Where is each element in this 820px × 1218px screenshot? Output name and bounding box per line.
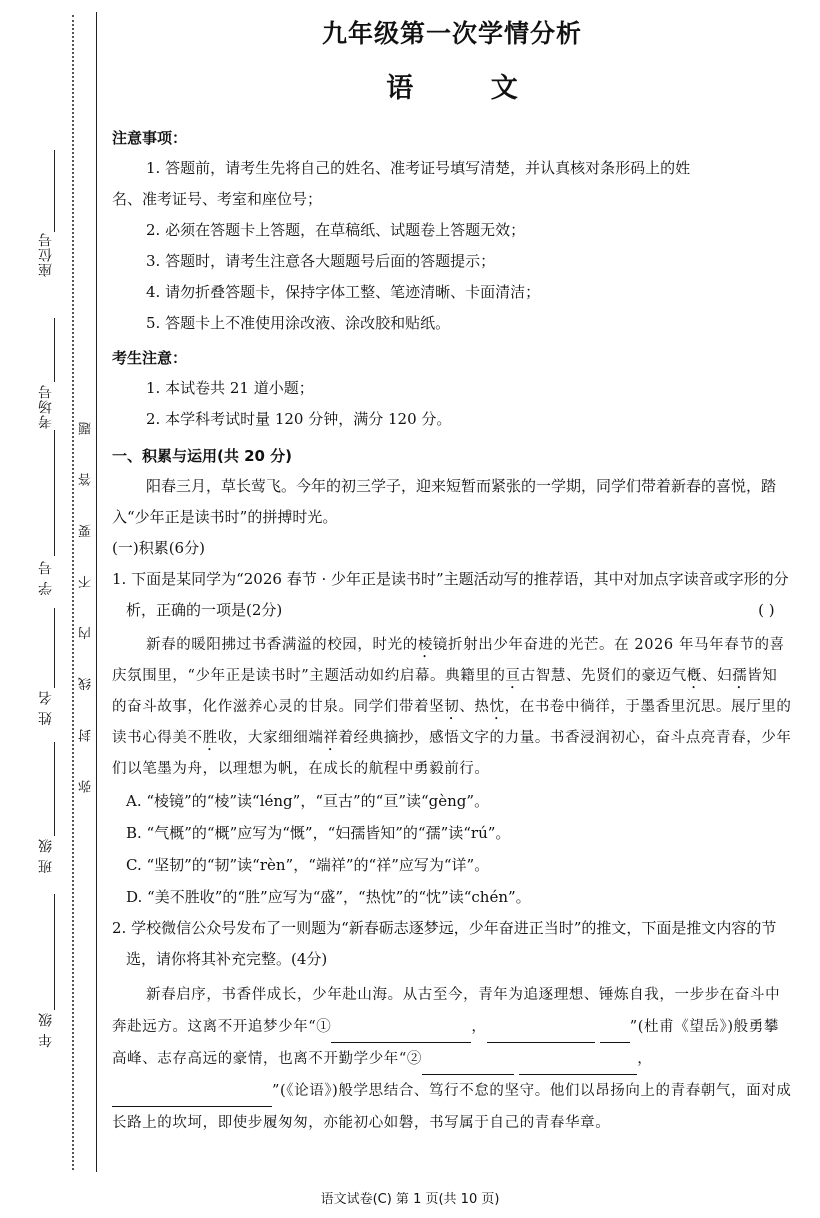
notice-item-5: 5. 答题卡上不准使用涂改液、涂改胶和贴纸。 bbox=[146, 314, 451, 332]
page-footer: 语文试卷(C) 第 1 页(共 10 页) bbox=[320, 1192, 500, 1207]
notice-item-1b: 名、准考证号、考室和座位号； bbox=[112, 190, 323, 208]
dotted-char: 亘 bbox=[505, 668, 521, 684]
dotted-char: 胜 bbox=[202, 730, 218, 746]
candidate-item-1: 1. 本试卷共 21 道小题； bbox=[146, 379, 314, 397]
fill-blank-1b-cont[interactable] bbox=[600, 1024, 630, 1043]
notice-section bbox=[112, 123, 792, 339]
notice-item-1a: 1. 答题前，请考生先将自己的姓名、准考证号填写清楚，并认真核对条形码上的姓 bbox=[146, 159, 691, 177]
exam-page-content bbox=[112, 14, 792, 1139]
dotted-char: 祥 bbox=[323, 730, 339, 746]
binding-strip bbox=[0, 0, 100, 1218]
passage-text: 新春的暖阳拂过书香满溢的校园，时光的 bbox=[146, 637, 418, 653]
student-id-field[interactable] bbox=[54, 430, 55, 556]
class-field[interactable] bbox=[54, 742, 55, 836]
dotted-char: 槪 bbox=[686, 668, 702, 684]
passage-text: 、妇 bbox=[701, 668, 733, 684]
passage-text: 着经典摘抄，感悟文字的力量。书香浸润初心，奋斗点亮青春，少年们以笔墨为舟，以理想为帆，在成长的航程中勇毅前行。 bbox=[112, 730, 792, 777]
section-1-heading: 一、积累与运用(共 20 分) bbox=[112, 447, 293, 465]
passage-text: 收，大家细细端 bbox=[217, 730, 324, 746]
option-a: A. “棱镜”的“棱”读“léng”，“亘古”的“亘”读“gèng”。 bbox=[126, 792, 490, 810]
question-2-passage bbox=[112, 979, 792, 1139]
fill-blank-2a-cont[interactable] bbox=[519, 1056, 637, 1075]
passage-text: ， bbox=[637, 1051, 653, 1067]
fill-blank-1b[interactable] bbox=[487, 1024, 595, 1043]
option-c: C. “坚韧”的“韧”读“rèn”，“端祥”的“祥”应写为“详”。 bbox=[126, 856, 490, 874]
exam-title: 九年级第一次学情分析 bbox=[321, 19, 582, 48]
question-1-passage bbox=[112, 630, 792, 785]
name-field[interactable] bbox=[54, 608, 55, 688]
student-id-label: 学 号 bbox=[38, 560, 54, 596]
option-d: D. “美不胜收”的“胜”应写为“盛”，“热忱”的“忱”读“chén”。 bbox=[126, 888, 531, 906]
passage-text: 皆知的奋斗故事，化作滋养心灵的甘泉。同学们带着坚 bbox=[112, 668, 778, 715]
passage-text: 新春启序，书香伴成长，少年赴山海。从古至今，青年为追逐理想、锤炼自我，一步步在奋斗中奔赴远方。这离不开追梦少年“① bbox=[112, 987, 781, 1035]
passage-text: 古智慧、先贤们的豪迈气 bbox=[520, 668, 687, 684]
section-1-intro: 阳春三月，草长莺飞。今年的初三学子，迎来短暂而紧张的一学期，同学们带着新春的喜悦，踏入“少年正是读书时”的拼搏时光。 bbox=[112, 477, 777, 526]
question-2 bbox=[112, 913, 792, 1139]
notice-heading: 注意事项： bbox=[112, 129, 188, 147]
seal-warning-text: 弥 封 线 内 不 要 答 题 bbox=[79, 405, 94, 793]
passage-text: ，在书卷中徜徉，于墨香里沉思。展厅里的读书心得美不 bbox=[112, 699, 792, 746]
grade-label: 年 级 bbox=[38, 1012, 54, 1048]
grade-field[interactable] bbox=[54, 894, 55, 1010]
exam-room-label: 考场号 bbox=[38, 384, 54, 429]
seat-number-field[interactable] bbox=[54, 150, 55, 232]
dotted-char: 韧 bbox=[444, 699, 460, 715]
section-1 bbox=[112, 441, 792, 564]
answer-bracket[interactable]: ( ) bbox=[758, 601, 775, 619]
notice-item-2: 2. 必须在答题卡上答题，在草稿纸、试题卷上答题无效； bbox=[146, 221, 526, 239]
binding-border-line bbox=[96, 12, 97, 1172]
notice-item-4: 4. 请勿折叠答题卡，保持字体工整、笔迹清晰、卡面清洁； bbox=[146, 283, 541, 301]
dotted-char: 棱 bbox=[417, 637, 433, 653]
seat-number-label: 座位号 bbox=[38, 232, 54, 277]
passage-text: ， bbox=[471, 1019, 487, 1035]
notice-item-3: 3. 答题时，请考生注意各大题题号后面的答题提示； bbox=[146, 252, 496, 270]
passage-text: 、热 bbox=[459, 699, 490, 715]
fill-blank-2b[interactable] bbox=[112, 1088, 272, 1107]
fill-blank-2a[interactable] bbox=[422, 1056, 514, 1075]
candidate-heading: 考生注意： bbox=[112, 349, 188, 367]
dotted-char: 忱 bbox=[489, 699, 505, 715]
passage-text: 镜折射出少年奋进的光芒。在 2026 年马年春节的喜庆氛围里，“少年正是读书时”主题活动如约启幕。典籍里的 bbox=[112, 637, 785, 684]
class-label: 班 级 bbox=[38, 838, 54, 874]
exam-room-field[interactable] bbox=[54, 318, 55, 382]
fill-blank-1a[interactable] bbox=[331, 1024, 471, 1043]
passage-text: ”(杜甫《望岳》)般勇攀高峰、志存高远的豪情，也离不开勤学少年“② bbox=[112, 1019, 779, 1067]
subject-title: 语 文 bbox=[386, 73, 552, 104]
candidate-item-2: 2. 本学科考试时量 120 分钟，满分 120 分。 bbox=[146, 410, 452, 428]
name-label: 姓 名 bbox=[38, 690, 54, 726]
candidate-section bbox=[112, 343, 792, 435]
dotted-char: 孺 bbox=[732, 668, 748, 684]
option-b: B. “气概”的“概”应写为“慨”，“妇孺皆知”的“孺”读“rú”。 bbox=[126, 824, 511, 842]
passage-text: ”(《论语》)般学思结合、笃行不怠的坚守。他们以昂扬向上的青春朝气，面对成长路上的坎坷，即使步履匆匆，亦能初心如磐，书写属于自己的青春华章。 bbox=[112, 1083, 792, 1131]
seal-dotted-line bbox=[72, 15, 74, 1170]
question-1-stem bbox=[112, 564, 792, 626]
question-1 bbox=[112, 564, 792, 913]
question-2-stem: 2. 学校微信公众号发布了一则题为“新春砺志逐梦远，少年奋进正当时”的推文，下面是推文内容的节选，请你将其补充完整。(4分) bbox=[112, 919, 777, 968]
question-1-stem-text: 1. 下面是某同学为“2026 春节 · 少年正是读书时”主题活动写的推荐语，其中对加点字读音或字形的分析，正确的一项是(2分) bbox=[112, 570, 789, 619]
subsection-1-heading: (一)积累(6分) bbox=[112, 539, 205, 557]
